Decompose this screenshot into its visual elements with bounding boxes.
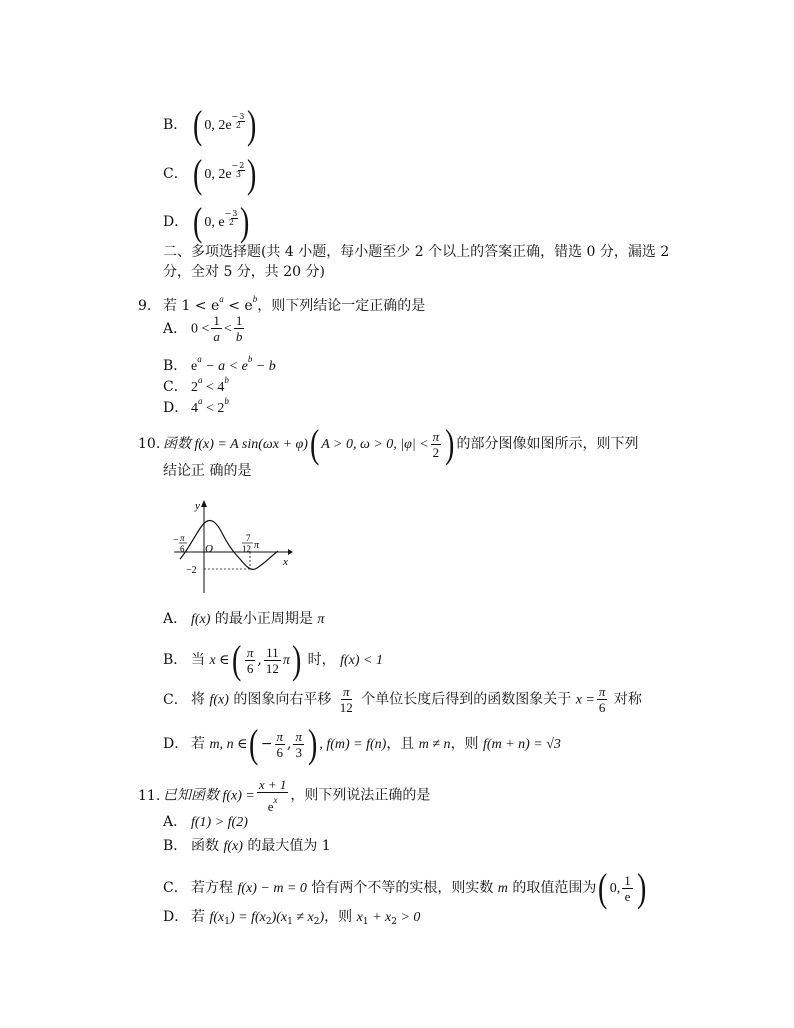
- q10-option-a: A． f(x) 的最小正周期是 π: [163, 611, 325, 627]
- q11-option-d: D． 若 $f(x_1) = f(x_2)(x_1 \ne x_2)$，则 $x_1 + x_2 > 0$: [163, 909, 421, 927]
- origin-label: O: [205, 543, 213, 555]
- q8-option-d: D． ( 0, e −3 2 ): [163, 199, 250, 244]
- q9-option-a: A． 0 < $\frac{1}{a}$ < $\frac{1}{b}$: [163, 313, 243, 344]
- sine-curve: [180, 520, 278, 569]
- left-tick-num: π: [180, 533, 185, 543]
- right-tick-num: 7: [246, 533, 251, 543]
- x-axis-arrow: [288, 549, 293, 555]
- q9-stem: 9. 若 $1 < e^a < e^b$，则下列结论一定正确的是: [138, 294, 426, 314]
- q10-stem: 10. 函数 f(x) = A sin(ωx + φ)( A > 0, ω > 0, |φ| < $\frac{\pi}{2}$ ) 的部分图像如图所示，则下列: [138, 421, 639, 466]
- q9-option-c: C． $2^a < 4^b$: [163, 375, 229, 395]
- q11-option-a: A． f(1) > f(2): [163, 814, 248, 830]
- left-tick-sign: −: [173, 535, 179, 546]
- q10-option-c: C． 将 f(x) 的图象向右平移 $\frac{\pi}{12}$ 个单位长度后得到的函数图象关于 x = $\frac{\pi}{6}$ 对称: [163, 684, 642, 715]
- section-header-line1: 二、多项选择题(共 4 小题，每小题至少 2 个以上的答案正确，错选 0 分，漏选 2: [163, 244, 670, 260]
- q11-stem: 11. 已知函数 f(x) = $\frac{x + 1}{e^x}$ ，则下列说法正确的是: [138, 777, 431, 814]
- right-tick-suffix: π: [254, 540, 260, 551]
- q9-option-b: B． $e^a - a < e^b - b$: [163, 354, 276, 374]
- sine-graph: [170, 495, 295, 595]
- q8-option-c: C． ( 0, 2e −2 3 ): [163, 151, 257, 196]
- min-label: −2: [186, 565, 197, 576]
- q11-option-b: B． 函数 f(x) 的最大值为 1: [163, 838, 331, 854]
- y-axis-label: y: [195, 500, 200, 512]
- q8-option-b: B． ( 0, 2e −3 2 ): [163, 102, 257, 147]
- section-header-line2: 分，全对 5 分，共 20 分): [163, 264, 325, 280]
- q10-stem-line2: 结论正 确的是: [163, 463, 252, 479]
- right-tick-den: 12: [242, 544, 251, 554]
- q11-option-c: C． 若方程 f(x) − m = 0 恰有两个不等的实根，则实数 m 的取值范围为( 0, $\frac{1}{e}$ ): [163, 865, 647, 910]
- q10-option-b: B． 当 x ∈( $\frac{\pi}{6}$ , $\frac{11}{12}$ π) 时， f(x) < 1: [163, 637, 383, 682]
- q9-option-d: D． $4^a < 2^b$: [163, 396, 229, 416]
- x-axis-label: x: [283, 556, 288, 568]
- left-tick-den: 6: [180, 544, 185, 554]
- y-axis-arrow: [201, 500, 207, 507]
- q10-option-d: D． 若 m, n ∈( − $\frac{\pi}{6}$ , $\frac{\pi}{3}$ ) , f(m) = f(n)，且 m ≠ n，则 f(m + n) = √3: [163, 721, 561, 766]
